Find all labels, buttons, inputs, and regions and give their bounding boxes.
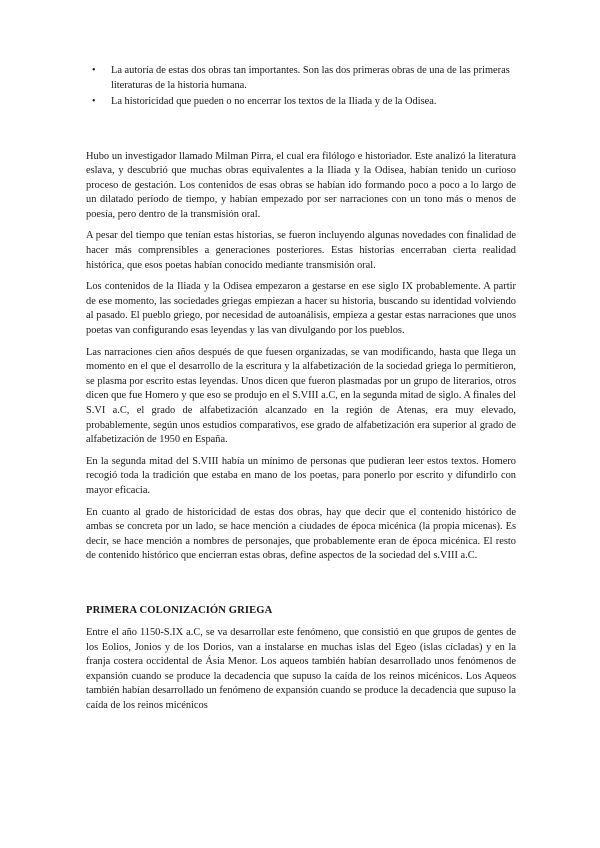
paragraph: En la segunda mitad del S.VIII había un mínimo de personas que pudieran leer estos textos. Homero recogió toda la tradición que estaba en mano de los poetas, para ponerlo por escrito y difundirlo con mayor eficacia. (86, 455, 516, 496)
paragraph: Las narraciones cien años después de que fuesen organizadas, se van modificando, hasta que llega un momento en el que el desarrollo de la escritura y la alfabetización de la sociedad griega lo permitieron, se plasma por escrito estas leyendas. Unos dicen que fueron plasmadas por un grupo de literarios, otros dicen que fue Homero y que eso se produjo en el S.VIII a.C, en la segunda mitad de siglo. A finales del S.VI a.C, el grado de alfabetización alcanzado en la región de Atenas, era muy elevado, probablemente, según unos estudios comparativos, ese grado de alfabetización era superior al grado de alfabetización de 1950 en España. (86, 346, 516, 446)
paragraph: A pesar del tiempo que tenían estas historias, se fueron incluyendo algunas novedades con finalidad de hacer más comprensibles a generaciones posteriores. Estas historias encerraban cierta realidad histórica, que esos poetas habían conocido mediante transmisión oral. (86, 230, 516, 271)
section-paragraph: Entre el año 1150-S.IX a.C, se va desarrollar este fenómeno, que consistió en que grupos de gentes de los Eolios, Jonios y de los Dorios, van a instalarse en muchas islas del Egeo (islas cícladas) y en la franja costera occidental de Ásia Menor. Los aqueos también habían desarrollado unos fenómenos de expansión cuando se produce la decadencia que supuso la caída de los reinos micénicos. Los Aqueos también habían desarrollado un fenómeno de expansión cuando se produce la decadencia que supuso la caída de los reinos micénicos (86, 626, 516, 711)
document-page (86, 64, 516, 714)
paragraph: Los contenidos de la Iliada y la Odisea empezaron a gestarse en ese siglo IX probablemente. A partir de ese momento, las sociedades griegas empiezan a hacer su historia, buscando su identidad volviendo al pasado. El pueblo griego, por necesidad de autoanálisis, empieza a gestar estas narraciones que unos poetas van configurando esas leyendas y las van divulgando por los pueblos. (86, 281, 516, 337)
bullet-icon: • (92, 96, 96, 107)
bullet-icon: • (92, 65, 96, 76)
bullet-list (86, 64, 516, 110)
bullet-item (86, 64, 516, 93)
bullet-item (86, 95, 516, 110)
section-heading: PRIMERA COLONIZACIÓN GRIEGA (86, 604, 273, 616)
bullet-text: La autoría de estas dos obras tan importantes. Son las dos primeras obras de una de las primeras literaturas de la historia humana. (111, 65, 510, 91)
paragraph: En cuanto al grado de historicidad de estas dos obras, hay que decir que el contenido histórico de ambas se concreta por un lado, se hace mención a ciudades de época micénica (la propia micenas). Es decir, se hace mención a nombres de personajes, que probablemente eran de época micénica. El resto de contenido histórico que encierran estas obras, define aspectos de la sociedad del s.VIII a.C. (86, 506, 516, 562)
bullet-text: La historicidad que pueden o no encerrar los textos de la Iliada y de la Odisea. (111, 96, 437, 107)
paragraph: Hubo un investigador llamado Milman Pirra, el cual era filólogo e historiador. Este analizó la literatura eslava, y descubrió que muchas obras equivalentes a la Iliada y la Odisea, habían tenido un curioso proceso de gestación. Los contenidos de esas obras se habían ido formando poco a poco a lo largo de un dilatado período de tiempo, y habían empezado por ser narraciones con un tono más o menos de poesía, pero dentro de la transmisión oral. (86, 150, 516, 220)
